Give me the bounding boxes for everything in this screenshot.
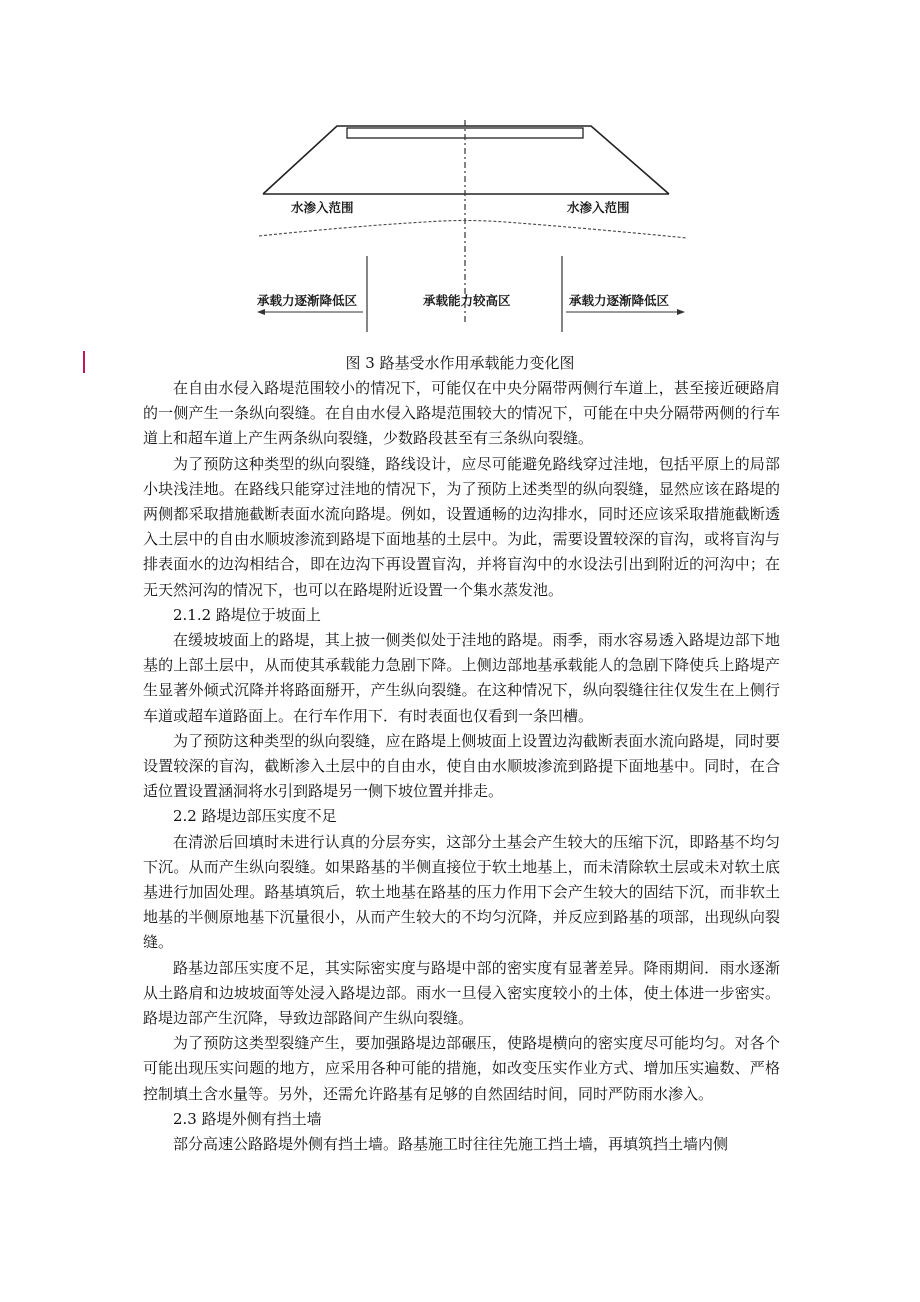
arrow-right-head <box>677 309 685 315</box>
paragraph: 路基边部压实度不足，其实际密实度与路堤中部的密实度有显著差异。降雨期间．雨水逐渐从土路肩和边坡坡面等处浸入路堤边部。雨水一旦侵入密实度较小的土体，使土体进一步密实。路堤边部产生沉降，导致边部路间产生纵向裂缝。 <box>143 958 780 1028</box>
embankment-outline <box>263 126 669 194</box>
label-zone-left: 承载力逐渐降低区 <box>257 293 358 308</box>
label-zone-right: 承载力逐渐降低区 <box>569 293 670 308</box>
label-water-left: 水渗入范围 <box>291 200 354 215</box>
paragraph: 在自由水侵入路堤范围较小的情况下，可能仅在中央分隔带两侧行车道上，甚至接近硬路肩的一侧产生一条纵向裂缝。在自由水侵入路堤范围较大的情况下，可能在中央分隔带两侧的行车道上和超车道上产生两条纵向裂缝，少数路段甚至有三条纵向裂缝。 <box>143 379 780 448</box>
section-heading: 2.3 路堤外侧有挡土墙 <box>173 1109 322 1128</box>
section-heading: 2.2 路堤边部压实度不足 <box>173 807 337 826</box>
paragraph: 部分高速公路路堤外侧有挡土墙。路基施工时往往先施工挡土墙，再填筑挡土墙内侧 <box>173 1135 729 1154</box>
paragraph: 在清淤后回填时未进行认真的分层夯实，这部分土基会产生较大的压缩下沉，即路基不均匀下沉。从而产生纵向裂缝。如果路基的半侧直接位于软土地基上，而未清除软土层或未对软土底基进行加固处理。路基填筑后，软土地基在路基的压力作用下会产生较大的固结下沉，而非软土地基的半侧原地基下沉量很小，从而产生较大的不均匀沉降，并反应到路基的项部，出现纵向裂缝。 <box>143 832 780 952</box>
arrow-left-head <box>257 309 265 315</box>
figure-caption: 图 3 路基受水作用承载能力变化图 <box>345 354 575 372</box>
label-water-right: 水渗入范围 <box>567 200 630 215</box>
paragraph: 为了预防这种类型的纵向裂缝，应在路堤上侧坡面上设置边沟截断表面水流向路堤，同时要设置较深的盲沟，截断渗入土层中的自由水，使自由水顺坡渗流到路提下面地基中。同时，在合适位置设置涵洞将水引到路堤另一侧下坡位置并排走。 <box>143 731 780 801</box>
paragraph: 为了预防这种类型的纵向裂缝，路线设计，应尽可能避免路线穿过洼地，包括平原上的局部小块浅洼地。在路线只能穿过洼地的情况下，为了预防上述类型的纵向裂缝，显然应该在路堤的两侧都采取措施截断表面水流向路堤。例如，设置通畅的边沟排水，同时还应该采取措施截断透入土层中的自由水顺坡渗流到路堤下面地基的土层中。为此，需要设置较深的盲沟，或将盲沟与排表面水的边沟相结合，即在边沟下再设置盲沟，并将盲沟中的水设法引出到附近的河沟中；在无天然河沟的情况下，也可以在路堤附近设置一个集水蒸发池。 <box>143 454 780 599</box>
body-text <box>143 376 780 1157</box>
water-infiltration-boundary <box>259 221 687 239</box>
section-heading: 2.1.2 路堤位于坡面上 <box>173 605 321 624</box>
paragraph: 为了预防这类型裂缝产生，要加强路堤边部碾压，使路堤横向的密实度尽可能均匀。对各个可能出现压实问题的地方，应采用各种可能的措施，如改变压实作业方式、增加压实遍数、严格控制填土含水量等。另外，还需允许路基有足够的自然固结时间，同时严防雨水渗入。 <box>143 1034 780 1103</box>
paragraph: 在缓坡坡面上的路堤，其上披一侧类似处于洼地的路堤。雨季，雨水容易透入路堤边部下地基的上部土层中，从而使其承载能力急剧下降。上侧边部地基承载能人的急剧下降使兵上路堤产生显著外倾式沉降并将路面掰开，产生纵向裂缝。在这种情况下，纵向裂缝往往仅发生在上侧行车道或超车道路面上。在行车作用下．有时表面也仅看到一条凹槽。 <box>143 631 780 725</box>
label-zone-center: 承载能力较高区 <box>423 293 511 308</box>
embankment-figure <box>255 118 695 340</box>
